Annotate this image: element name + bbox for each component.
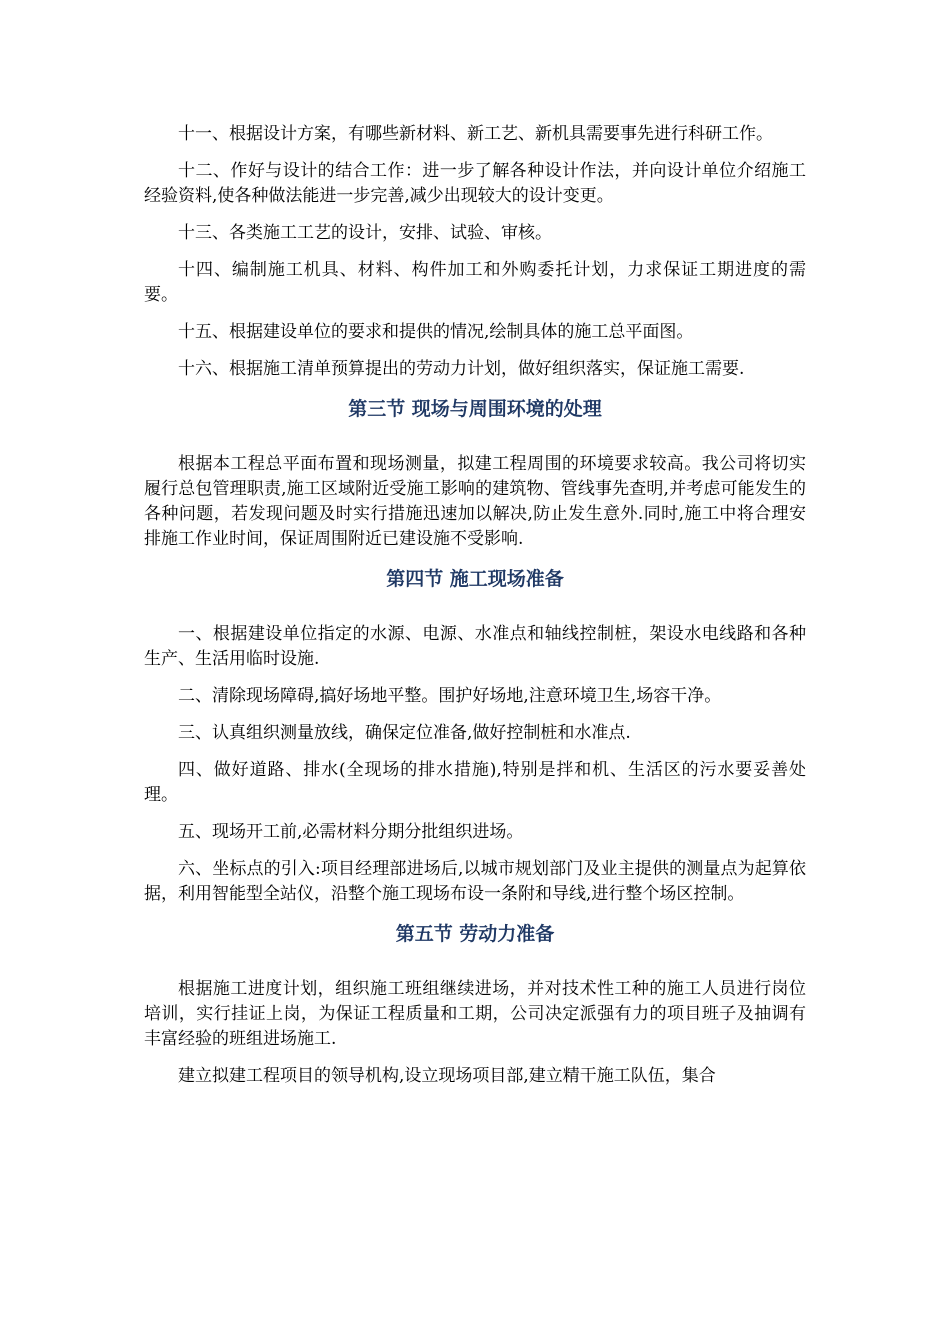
section-3-paragraph: 根据本工程总平面布置和现场测量，拟建工程周围的环境要求较高。我公司将切实履行总包管理职责,施工区域附近受施工影响的建筑物、管线事先查明,并考虑可能发生的各种问题，若发现问题及时实行措施迅速加以解决,防止发生意外.同时,施工中将合理安排施工作业时间，保证周围附近已建设施不受影响. [144,454,806,549]
section-3-heading: 第三节 现场与周围环境的处理 [348,398,602,420]
paragraph-item-16: 十六、根据施工清单预算提出的劳动力计划，做好组织落实，保证施工需要. [178,359,745,379]
section-4-item-3: 三、认真组织测量放线，确保定位准备,做好控制桩和水准点. [178,723,631,743]
section-5-paragraph-2: 建立拟建工程项目的领导机构,设立现场项目部,建立精干施工队伍，集合 [178,1066,716,1086]
paragraph-item-15: 十五、根据建设单位的要求和提供的情况,绘制具体的施工总平面图。 [178,322,694,342]
paragraph-item-12: 十二、作好与设计的结合工作：进一步了解各种设计作法，并向设计单位介绍施工经验资料,使各种做法能进一步完善,减少出现较大的设计变更。 [144,161,806,206]
section-5-heading: 第五节 劳动力准备 [395,923,555,945]
section-4-item-2: 二、清除现场障碍,搞好场地平整。围护好场地,注意环境卫生,场容干净。 [178,686,722,706]
section-5-paragraph-1: 根据施工进度计划，组织施工班组继续进场，并对技术性工种的施工人员进行岗位培训，实行挂证上岗，为保证工程质量和工期，公司决定派强有力的项目班子及抽调有丰富经验的班组进场施工. [144,979,806,1049]
paragraph-item-11: 十一、根据设计方案，有哪些新材料、新工艺、新机具需要事先进行科研工作。 [178,124,773,144]
section-4-item-5: 五、现场开工前,必需材料分期分批组织进场。 [178,822,524,842]
section-4-item-6: 六、坐标点的引入:项目经理部进场后,以城市规划部门及业主提供的测量点为起算依据，利用智能型全站仪，沿整个施工现场布设一条附和导线,进行整个场区控制。 [144,859,806,904]
section-4-heading: 第四节 施工现场准备 [386,568,564,590]
section-4-item-4: 四、做好道路、排水(全现场的排水措施),特别是拌和机、生活区的污水要妥善处理。 [144,760,806,805]
section-4-item-1: 一、根据建设单位指定的水源、电源、水准点和轴线控制桩，架设水电线路和各种生产、生活用临时设施. [144,624,806,669]
paragraph-item-14: 十四、编制施工机具、材料、构件加工和外购委托计划，力求保证工期进度的需要。 [144,260,806,305]
paragraph-item-13: 十三、各类施工工艺的设计，安排、试验、审核。 [178,223,552,243]
